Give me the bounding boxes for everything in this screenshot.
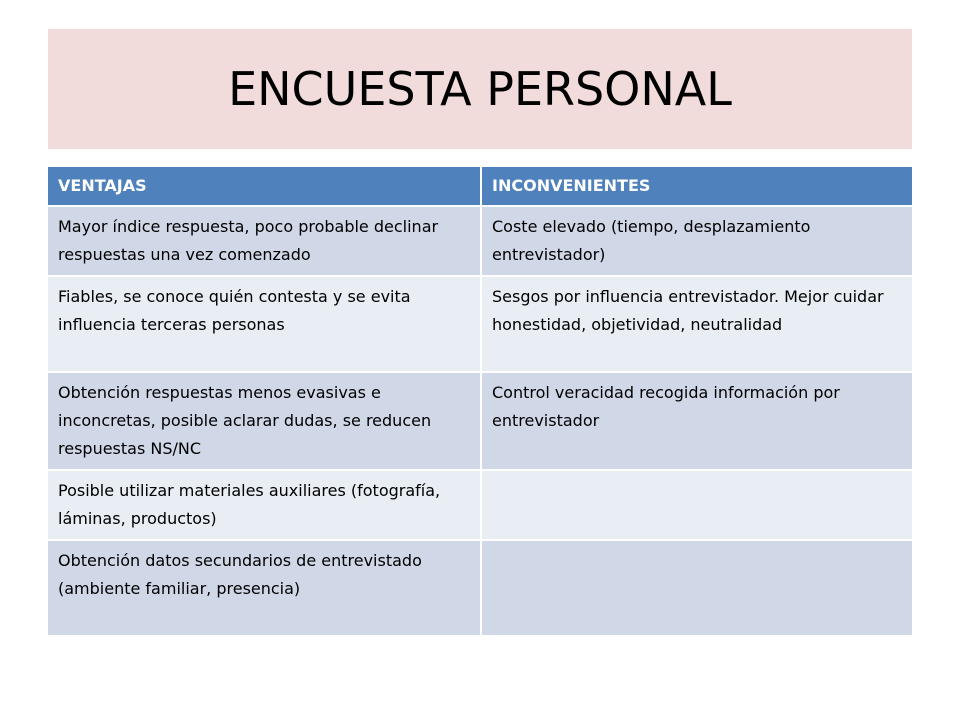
cell-inconveniente: Coste elevado (tiempo, desplazamiento entrevistador) [480,205,912,275]
table-row [48,205,912,275]
table-row [48,539,912,635]
header-inconvenientes: INCONVENIENTES [480,167,912,205]
cell-ventaja: Fiables, se conoce quién contesta y se evita influencia terceras personas [48,275,480,371]
table-row [48,275,912,371]
header-ventajas: VENTAJAS [48,167,480,205]
table-header-row [48,167,912,205]
title-band [48,29,912,149]
table-row [48,371,912,469]
cell-inconveniente: Sesgos por influencia entrevistador. Mejor cuidar honestidad, objetividad, neutralidad [480,275,912,371]
table-row [48,469,912,539]
slide-title: ENCUESTA PERSONAL [228,62,732,116]
cell-ventaja: Posible utilizar materiales auxiliares (fotografía, láminas, productos) [48,469,480,539]
cell-ventaja: Obtención datos secundarios de entrevistado (ambiente familiar, presencia) [48,539,480,635]
cell-inconveniente [480,539,912,635]
cell-ventaja: Obtención respuestas menos evasivas e inconcretas, posible aclarar dudas, se reducen respuestas NS/NC [48,371,480,469]
cell-inconveniente [480,469,912,539]
cell-ventaja: Mayor índice respuesta, poco probable declinar respuestas una vez comenzado [48,205,480,275]
comparison-table [48,167,912,635]
cell-inconveniente: Control veracidad recogida información por entrevistador [480,371,912,469]
